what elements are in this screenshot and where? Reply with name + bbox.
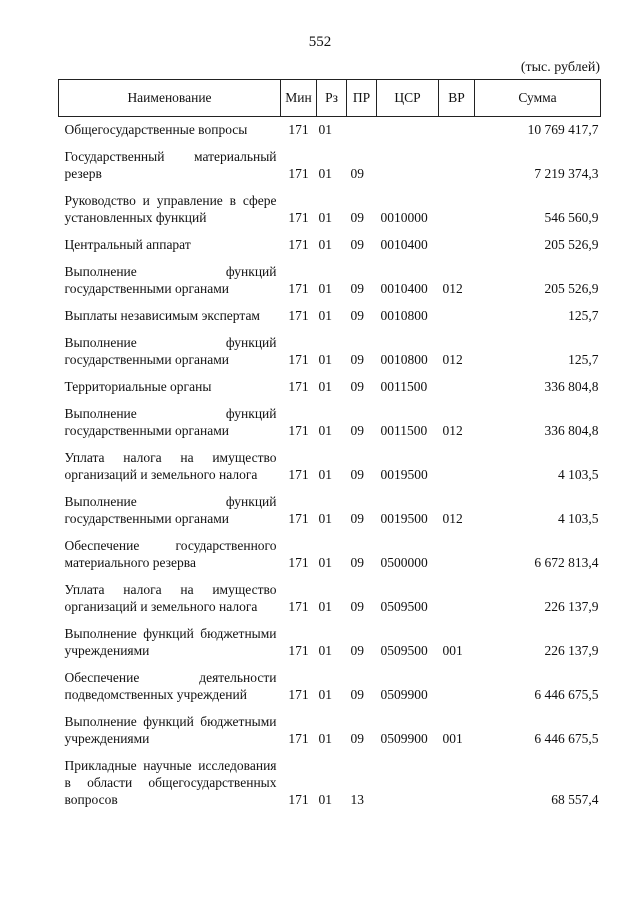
cell-name: Выполнение функций бюджетными учреждениями: [64, 626, 277, 658]
cell-min: 171: [288, 237, 309, 252]
cell-sum: 205 526,9: [544, 237, 599, 252]
cell-sum: 125,7: [568, 352, 599, 367]
cell-vr: 012: [442, 281, 463, 296]
cell-pr: 09: [350, 166, 364, 181]
cell-name: Территориальные органы: [64, 379, 212, 394]
table-row: [59, 368, 601, 395]
cell-rz: 01: [318, 379, 332, 394]
cell-csr: 0010400: [380, 281, 428, 296]
cell-sum: 68 557,4: [551, 792, 599, 807]
cell-vr: [439, 117, 475, 139]
cell-sum: 4 103,5: [558, 467, 599, 482]
cell-pr: 13: [350, 792, 364, 807]
header-rz: Рз: [317, 80, 347, 117]
cell-rz: 01: [318, 237, 332, 252]
table-row: [59, 395, 601, 439]
header-row: [59, 80, 601, 117]
cell-csr: 0509900: [380, 687, 428, 702]
table-row: [59, 659, 601, 703]
table-header: [59, 80, 601, 117]
cell-name: Выполнение функций государственными органами: [64, 406, 277, 438]
cell-min: 171: [288, 467, 309, 482]
cell-rz: 01: [318, 467, 332, 482]
cell-sum: 226 137,9: [544, 599, 599, 614]
header-csr: ЦСР: [377, 80, 439, 117]
cell-name: Выполнение функций государственными органами: [64, 494, 277, 526]
cell-name: Выполнение функций бюджетными учреждениями: [64, 714, 277, 746]
cell-vr: [439, 226, 475, 253]
cell-sum: 6 446 675,5: [534, 731, 599, 746]
cell-rz: 01: [318, 687, 332, 702]
cell-sum: 7 219 374,3: [534, 166, 599, 181]
header-pr: ПР: [347, 80, 377, 117]
cell-min: 171: [288, 511, 309, 526]
cell-name: Выплаты независимым экспертам: [64, 308, 260, 323]
header-min: Мин: [281, 80, 317, 117]
table-row: [59, 253, 601, 297]
cell-min: 171: [288, 352, 309, 367]
cell-vr: [439, 297, 475, 324]
cell-pr: 09: [350, 467, 364, 482]
cell-rz: 01: [318, 352, 332, 367]
cell-vr: 012: [442, 423, 463, 438]
table-row: [59, 324, 601, 368]
cell-name: Руководство и управление в сфере установленных функций: [64, 193, 277, 225]
header-name: Наименование: [59, 80, 281, 117]
cell-min: 171: [288, 166, 309, 181]
cell-pr: 09: [350, 599, 364, 614]
cell-name: Выполнение функций государственными органами: [64, 335, 277, 367]
cell-min: 171: [288, 643, 309, 658]
table-row: [59, 182, 601, 226]
cell-pr: 09: [350, 237, 364, 252]
cell-sum: 125,7: [568, 308, 599, 323]
cell-sum: 226 137,9: [544, 643, 599, 658]
cell-rz: 01: [318, 643, 332, 658]
cell-pr: 09: [350, 308, 364, 323]
cell-vr: [439, 439, 475, 483]
cell-csr: 0011500: [380, 379, 428, 394]
cell-min: 171: [288, 731, 309, 746]
cell-vr: 001: [442, 731, 463, 746]
table-row: [59, 703, 601, 747]
cell-pr: 09: [350, 511, 364, 526]
cell-rz: 01: [318, 210, 332, 225]
cell-csr: 0019500: [380, 467, 428, 482]
cell-vr: [439, 659, 475, 703]
cell-pr: 09: [350, 281, 364, 296]
cell-rz: 01: [318, 731, 332, 746]
cell-vr: 012: [442, 352, 463, 367]
cell-pr: 09: [350, 687, 364, 702]
cell-name: Выполнение функций государственными органами: [64, 264, 277, 296]
cell-rz: 01: [318, 122, 332, 137]
cell-csr: 0509500: [380, 599, 428, 614]
budget-table: [58, 79, 601, 808]
cell-rz: 01: [318, 423, 332, 438]
cell-vr: [439, 368, 475, 395]
cell-rz: 01: [318, 792, 332, 807]
table-row: [59, 439, 601, 483]
cell-min: 171: [288, 308, 309, 323]
cell-vr: [439, 138, 475, 182]
table-row: [59, 483, 601, 527]
cell-min: 171: [288, 792, 309, 807]
cell-sum: 6 446 675,5: [534, 687, 599, 702]
table-row: [59, 527, 601, 571]
cell-rz: 01: [318, 308, 332, 323]
cell-name: Общегосударственные вопросы: [64, 122, 248, 137]
cell-vr: [439, 182, 475, 226]
cell-vr: [439, 527, 475, 571]
cell-sum: 6 672 813,4: [534, 555, 599, 570]
cell-rz: 01: [318, 511, 332, 526]
cell-min: 171: [288, 555, 309, 570]
cell-pr: 09: [350, 210, 364, 225]
cell-name: Прикладные научные исследования в области общегосударственных вопросов: [64, 758, 277, 807]
cell-pr: 09: [350, 352, 364, 367]
cell-sum: 336 804,8: [544, 379, 599, 394]
cell-min: 171: [288, 379, 309, 394]
cell-sum: 205 526,9: [544, 281, 599, 296]
cell-min: 171: [288, 599, 309, 614]
cell-rz: 01: [318, 555, 332, 570]
table-row: [59, 297, 601, 324]
cell-name: Государственный материальный резерв: [64, 149, 277, 181]
cell-pr: [347, 117, 377, 139]
cell-vr: 001: [442, 643, 463, 658]
cell-csr: 0509500: [380, 643, 428, 658]
page-number: 552: [308, 34, 332, 50]
cell-min: 171: [288, 210, 309, 225]
cell-pr: 09: [350, 643, 364, 658]
header-vr: ВР: [439, 80, 475, 117]
table-row: [59, 747, 601, 808]
cell-name: Обеспечение государственного материального резерва: [64, 538, 277, 570]
cell-sum: 10 769 417,7: [527, 122, 599, 137]
cell-name: Уплата налога на имущество организаций и земельного налога: [64, 450, 277, 482]
cell-name: Уплата налога на имущество организаций и земельного налога: [64, 582, 277, 614]
cell-csr: 0011500: [380, 423, 428, 438]
cell-vr: [439, 571, 475, 615]
table-row: [59, 138, 601, 182]
cell-name: Центральный аппарат: [64, 237, 191, 252]
cell-name: Обеспечение деятельности подведомственных учреждений: [64, 670, 277, 702]
cell-min: 171: [288, 687, 309, 702]
table-row: [59, 615, 601, 659]
table-row: [59, 571, 601, 615]
cell-min: 171: [288, 281, 309, 296]
cell-csr: [377, 117, 439, 139]
cell-pr: 09: [350, 555, 364, 570]
cell-pr: 09: [350, 379, 364, 394]
cell-csr: 0010000: [380, 210, 428, 225]
cell-sum: 546 560,9: [544, 210, 599, 225]
cell-csr: 0010800: [380, 308, 428, 323]
header-sum: Сумма: [475, 80, 601, 117]
cell-csr: 0509900: [380, 731, 428, 746]
cell-vr: 012: [442, 511, 463, 526]
cell-sum: 4 103,5: [558, 511, 599, 526]
units-label: (тыс. рублей): [520, 60, 600, 75]
cell-rz: 01: [318, 281, 332, 296]
table-row: [59, 226, 601, 253]
cell-csr: 0019500: [380, 511, 428, 526]
table-row: [59, 117, 601, 139]
cell-vr: [439, 747, 475, 808]
cell-pr: 09: [350, 731, 364, 746]
cell-sum: 336 804,8: [544, 423, 599, 438]
cell-rz: 01: [318, 166, 332, 181]
table-body: [59, 117, 601, 809]
cell-csr: 0010800: [380, 352, 428, 367]
cell-csr: [377, 138, 439, 182]
cell-rz: 01: [318, 599, 332, 614]
cell-csr: [377, 747, 439, 808]
cell-min: 171: [288, 423, 309, 438]
cell-min: 171: [288, 122, 309, 137]
cell-csr: 0010400: [380, 237, 428, 252]
cell-csr: 0500000: [380, 555, 428, 570]
cell-pr: 09: [350, 423, 364, 438]
